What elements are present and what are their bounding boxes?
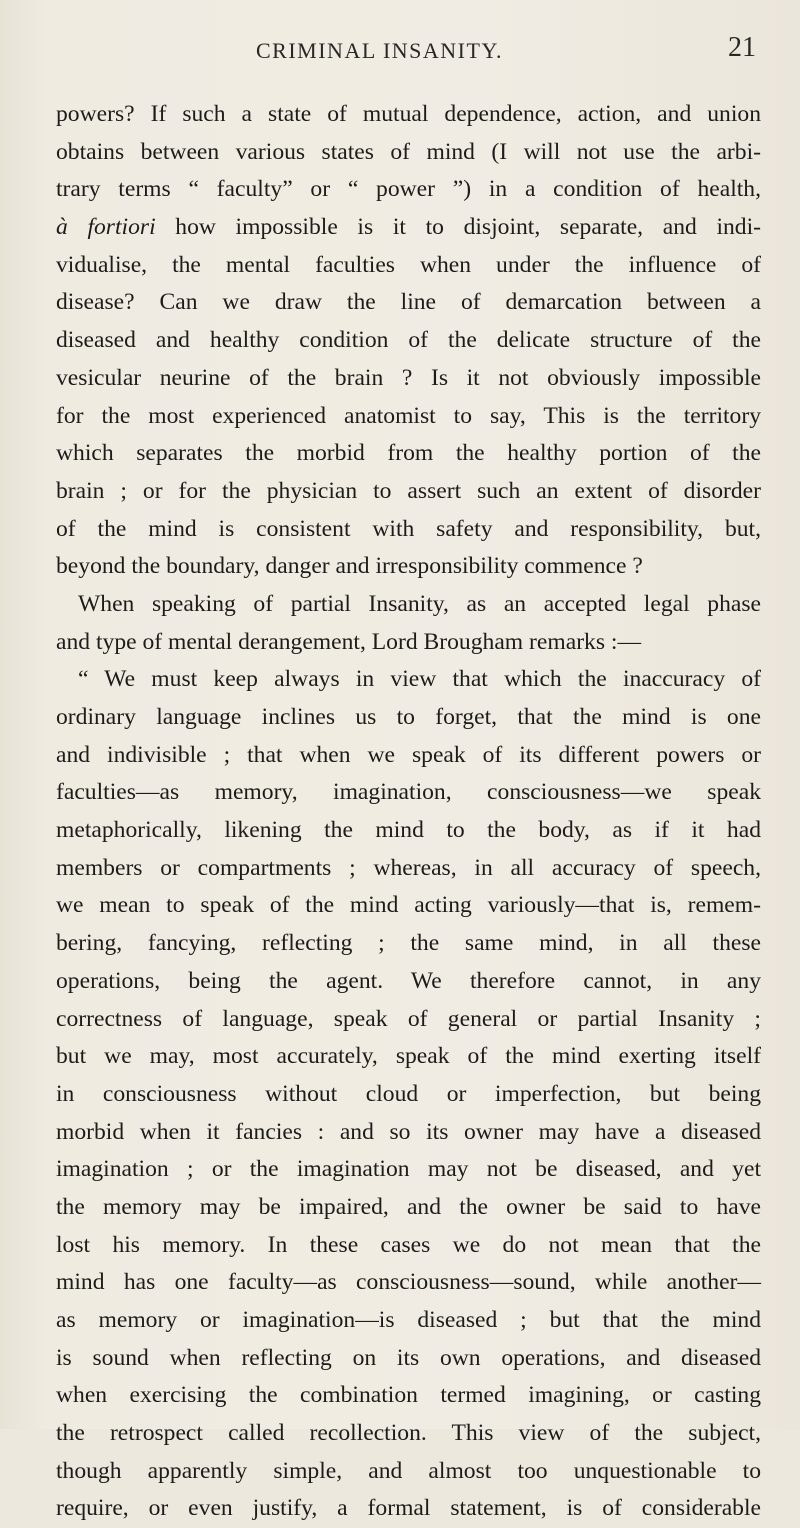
text-line: morbid when it fancies : and so its owner may have a diseased [56, 1118, 761, 1145]
text-line: we mean to speak of the mind acting variously—that is, remem- [56, 892, 761, 919]
text-line: faculties—as memory, imagination, consciousness—we speak [56, 779, 761, 806]
text-line: lost his memory. In these cases we do not mean that the [56, 1231, 761, 1258]
text-line: for the most experienced anatomist to say, This is the territory [56, 402, 761, 429]
text-line: imagination ; or the imagination may not be diseased, and yet [56, 1156, 761, 1183]
text-line: is sound when reflecting on its own operations, and diseased [56, 1344, 761, 1371]
text-line: obtains between various states of mind (I will not use the arbi- [56, 138, 761, 165]
text-line: trary terms “ faculty” or “ power ”) in a condition of health, [56, 176, 761, 203]
text-line: which separates the morbid from the healthy portion of the [56, 440, 761, 467]
text-line: beyond the boundary, danger and irresponsibility commence ? [56, 553, 643, 580]
text-line: vesicular neurine of the brain ? Is it not obviously impossible [56, 364, 761, 391]
text-line: and indivisible ; that when we speak of its different powers or [56, 741, 761, 768]
text-line: mind has one faculty—as consciousness—sound, while another— [56, 1269, 761, 1296]
text-line: powers? If such a state of mutual dependence, action, and union [56, 101, 761, 127]
text-line: as memory or imagination—is diseased ; but that the mind [56, 1307, 761, 1333]
text-line: diseased and healthy condition of the delicate structure of the [56, 327, 761, 354]
text-line: the memory may be impaired, and the owner be said to have [56, 1193, 761, 1220]
text-line: but we may, most accurately, speak of the mind exerting itself [56, 1043, 761, 1070]
running-head [56, 32, 756, 72]
text-line: brain ; or for the physician to assert such an extent of disorder [56, 477, 761, 504]
text-line: When speaking of partial Insanity, as an accepted legal phase [78, 590, 761, 617]
text-line: correctness of language, speak of general or partial Insanity ; [56, 1005, 761, 1032]
text-line: “ We must keep always in view that which the inaccuracy of [78, 666, 761, 693]
text-line: the retrospect called recollection. This view of the subject, [56, 1420, 761, 1447]
text-line: vidualise, the mental faculties when under the influence of [56, 251, 761, 278]
text-line: à fortiori how impossible is it to disjoint, separate, and indi- [56, 214, 762, 241]
text-line: and type of mental derangement, Lord Brougham remarks :— [56, 628, 642, 655]
text-line: require, or even justify, a formal statement, is of considerable [56, 1495, 761, 1522]
text-line: operations, being the agent. We therefore cannot, in any [56, 967, 761, 994]
text-line: members or compartments ; whereas, in all accuracy of speech, [56, 854, 761, 881]
text-line: bering, fancying, reflecting ; the same mind, in all these [56, 930, 761, 957]
text-line: in consciousness without cloud or imperfection, but being [56, 1080, 761, 1107]
text-line: metaphorically, likening the mind to the body, as if it had [56, 817, 761, 844]
text-line: when exercising the combination termed imagining, or casting [56, 1382, 761, 1409]
text-line: of the mind is consistent with safety and responsibility, but, [56, 515, 761, 542]
text-line: disease? Can we draw the line of demarcation between a [56, 289, 761, 316]
running-title: CRIMINAL INSANITY. [256, 38, 503, 63]
body-text [56, 96, 761, 1528]
page-number: 21 [728, 32, 756, 63]
text-line: though apparently simple, and almost too unquestionable to [56, 1457, 761, 1484]
text-line: ordinary language inclines us to forget, that the mind is one [56, 704, 761, 730]
